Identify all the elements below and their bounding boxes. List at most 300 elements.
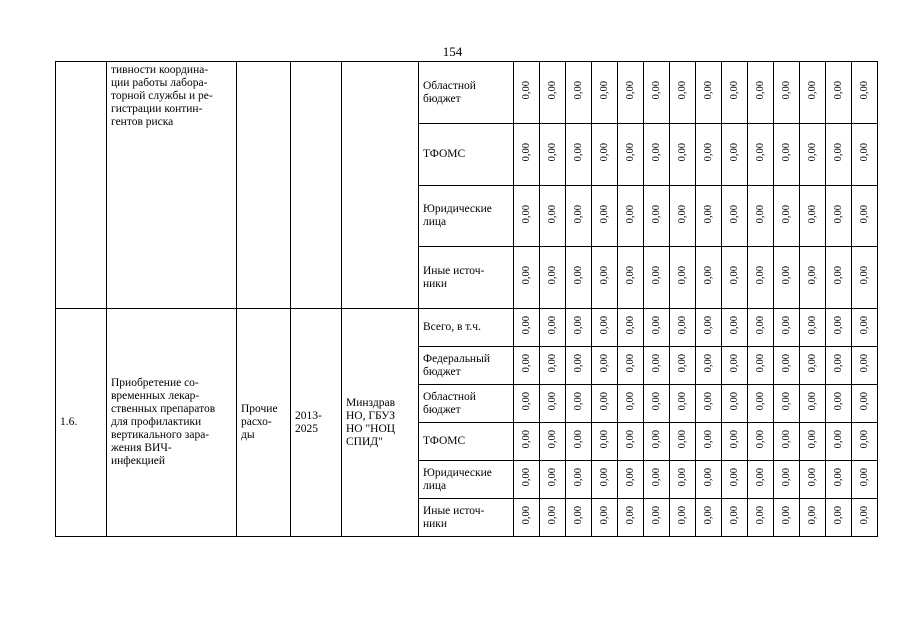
value-cell [852,385,878,423]
value-cell [800,247,826,309]
expense-type-cell [237,62,291,309]
value-cell [696,62,722,124]
value-text: 0,00 [651,81,662,100]
value-cell [852,124,878,186]
value-text: 0,00 [573,392,584,411]
value-text: 0,00 [573,468,584,487]
value-text: 0,00 [807,392,818,411]
value-text: 0,00 [677,392,688,411]
value-text: 0,00 [677,316,688,335]
value-text: 0,00 [521,354,532,373]
table-row [56,309,878,347]
value-cell [644,247,670,309]
value-text: 0,00 [677,143,688,162]
value-text: 0,00 [781,430,792,449]
funding-source-cell [419,385,514,423]
value-cell [514,461,540,499]
period-cell [291,62,342,309]
value-cell [514,62,540,124]
value-cell [670,124,696,186]
value-text: 0,00 [625,468,636,487]
value-text: 0,00 [599,506,610,525]
value-text: 0,00 [859,143,870,162]
value-text: 0,00 [729,468,740,487]
value-text: 0,00 [729,316,740,335]
value-cell [748,186,774,247]
value-text: 0,00 [729,143,740,162]
value-cell [774,385,800,423]
value-text: 0,00 [781,143,792,162]
value-cell [774,461,800,499]
value-text: 0,00 [547,430,558,449]
value-text: 0,00 [625,392,636,411]
value-cell [774,423,800,461]
value-cell [644,423,670,461]
value-cell [852,309,878,347]
value-text: 0,00 [547,81,558,100]
value-text: 0,00 [807,204,818,224]
executor-cell-text: Минздрав НО, ГБУЗ НО "НОЦ СПИД" [346,396,396,448]
value-text: 0,00 [755,506,766,525]
value-text: 0,00 [781,204,792,224]
value-cell [826,309,852,347]
table-body [56,62,878,537]
value-text: 0,00 [547,316,558,335]
value-cell [774,309,800,347]
value-text: 0,00 [651,266,662,285]
value-cell [722,385,748,423]
value-cell [644,461,670,499]
value-text: 0,00 [729,430,740,449]
value-cell [722,186,748,247]
value-text: 0,00 [833,392,844,411]
value-cell [774,62,800,124]
value-cell [592,423,618,461]
expense-type-cell-text: Прочие расхо- ды [241,403,278,441]
value-text: 0,00 [729,506,740,525]
funding-source-label: Областной бюджет [423,390,476,416]
value-text: 0,00 [703,266,714,285]
value-cell [618,186,644,247]
value-text: 0,00 [703,392,714,411]
row-number-cell [56,62,107,309]
value-cell [852,62,878,124]
value-cell [852,347,878,385]
value-cell [826,124,852,186]
value-cell [566,423,592,461]
value-text: 0,00 [651,354,662,373]
value-cell [644,385,670,423]
value-cell [618,309,644,347]
value-cell [566,62,592,124]
value-text: 0,00 [547,143,558,162]
value-text: 0,00 [521,81,532,100]
period-cell [291,309,342,537]
value-cell [826,247,852,309]
value-text: 0,00 [677,430,688,449]
value-text: 0,00 [521,392,532,411]
value-text: 0,00 [781,316,792,335]
funding-source-label: ТФОМС [423,435,466,447]
value-cell [592,186,618,247]
value-cell [774,186,800,247]
value-text: 0,00 [625,266,636,285]
value-cell [644,186,670,247]
value-text: 0,00 [573,354,584,373]
value-text: 0,00 [755,354,766,373]
value-cell [540,186,566,247]
value-text: 0,00 [625,143,636,162]
value-text: 0,00 [521,468,532,487]
value-text: 0,00 [521,506,532,525]
funding-source-label: Иные источ- ники [423,264,485,290]
value-text: 0,00 [547,354,558,373]
value-cell [540,499,566,537]
value-cell [696,186,722,247]
value-text: 0,00 [651,392,662,411]
value-text: 0,00 [573,316,584,335]
value-text: 0,00 [859,266,870,285]
value-text: 0,00 [703,430,714,449]
value-cell [696,309,722,347]
value-text: 0,00 [625,81,636,100]
value-text: 0,00 [521,143,532,162]
value-cell [670,347,696,385]
value-text: 0,00 [625,354,636,373]
funding-source-label: Юридические лица [423,203,492,228]
value-cell [800,499,826,537]
value-cell [826,347,852,385]
value-text: 0,00 [755,392,766,411]
value-cell [722,124,748,186]
value-text: 0,00 [859,81,870,100]
value-text: 0,00 [781,354,792,373]
funding-source-label: Всего, в т.ч. [423,321,481,333]
value-text: 0,00 [547,506,558,525]
value-cell [696,247,722,309]
value-cell [696,423,722,461]
value-text: 0,00 [781,266,792,285]
value-cell [670,461,696,499]
value-cell [566,499,592,537]
value-text: 0,00 [573,81,584,100]
funding-source-label: ТФОМС [423,148,466,160]
value-cell [696,124,722,186]
value-cell [592,385,618,423]
value-cell [800,309,826,347]
value-cell [826,385,852,423]
value-cell [748,309,774,347]
value-cell [514,347,540,385]
value-text: 0,00 [859,392,870,411]
value-cell [618,385,644,423]
value-text: 0,00 [833,316,844,335]
funding-source-cell [419,499,514,537]
value-cell [592,309,618,347]
value-cell [592,347,618,385]
value-cell [696,499,722,537]
value-text: 0,00 [677,506,688,525]
measure-name-cell [107,309,237,537]
value-cell [618,62,644,124]
value-cell [826,186,852,247]
value-text: 0,00 [807,430,818,449]
value-cell [644,499,670,537]
value-text: 0,00 [859,430,870,449]
value-text: 0,00 [833,143,844,162]
value-text: 0,00 [703,354,714,373]
value-cell [566,385,592,423]
measure-name-cell-text: тивности координа- ции работы лабора- торной службы и ре- гистрации контин- гентов риска [111,64,213,128]
value-cell [748,385,774,423]
funding-source-cell [419,186,514,247]
measure-name-cell [107,62,237,309]
funding-source-cell [419,461,514,499]
value-text: 0,00 [625,430,636,449]
value-cell [800,423,826,461]
value-text: 0,00 [703,468,714,487]
value-text: 0,00 [859,204,870,224]
value-cell [774,347,800,385]
value-cell [540,62,566,124]
value-text: 0,00 [807,81,818,100]
value-text: 0,00 [599,392,610,411]
value-text: 0,00 [599,266,610,285]
value-cell [748,499,774,537]
value-cell [514,247,540,309]
value-text: 0,00 [703,316,714,335]
value-text: 0,00 [729,81,740,100]
value-text: 0,00 [521,430,532,449]
value-cell [540,423,566,461]
value-cell [566,347,592,385]
value-cell [540,385,566,423]
value-text: 0,00 [755,143,766,162]
value-cell [670,385,696,423]
value-text: 0,00 [703,204,714,224]
value-text: 0,00 [807,468,818,487]
value-text: 0,00 [807,266,818,285]
value-cell [592,247,618,309]
value-cell [566,124,592,186]
value-text: 0,00 [547,266,558,285]
value-cell [514,186,540,247]
value-cell [774,247,800,309]
value-cell [670,423,696,461]
value-text: 0,00 [573,506,584,525]
value-text: 0,00 [807,506,818,525]
value-cell [514,385,540,423]
value-text: 0,00 [599,430,610,449]
value-text: 0,00 [755,468,766,487]
value-cell [566,186,592,247]
value-text: 0,00 [573,204,584,224]
value-cell [800,62,826,124]
value-cell [618,461,644,499]
value-cell [722,309,748,347]
value-cell [852,186,878,247]
value-cell [774,124,800,186]
value-cell [748,347,774,385]
value-text: 0,00 [521,316,532,335]
value-cell [644,309,670,347]
row-number-cell [56,309,107,537]
value-cell [748,247,774,309]
value-text: 0,00 [625,204,636,224]
value-text: 0,00 [859,354,870,373]
value-cell [826,499,852,537]
value-text: 0,00 [703,143,714,162]
value-text: 0,00 [755,81,766,100]
value-text: 0,00 [625,316,636,335]
value-cell [670,499,696,537]
value-cell [540,461,566,499]
funding-source-cell [419,309,514,347]
value-text: 0,00 [755,430,766,449]
value-text: 0,00 [833,430,844,449]
value-text: 0,00 [781,506,792,525]
value-cell [696,347,722,385]
value-cell [670,309,696,347]
value-text: 0,00 [521,266,532,285]
value-cell [774,499,800,537]
value-text: 0,00 [599,204,610,224]
value-text: 0,00 [547,204,558,224]
value-cell [644,62,670,124]
value-text: 0,00 [703,506,714,525]
value-cell [566,461,592,499]
value-text: 0,00 [651,468,662,487]
funding-source-label: Федеральный бюджет [423,352,490,378]
value-cell [618,247,644,309]
value-text: 0,00 [677,204,688,224]
value-cell [748,62,774,124]
funding-source-cell [419,124,514,186]
funding-source-cell [419,423,514,461]
value-cell [670,62,696,124]
value-cell [514,499,540,537]
value-cell [722,247,748,309]
value-cell [748,423,774,461]
value-cell [514,309,540,347]
value-text: 0,00 [521,204,532,224]
value-text: 0,00 [677,81,688,100]
funding-source-label: Юридические лица [423,466,492,492]
value-text: 0,00 [599,143,610,162]
value-cell [826,62,852,124]
value-cell [566,309,592,347]
value-text: 0,00 [833,354,844,373]
value-cell [540,247,566,309]
value-cell [618,423,644,461]
value-cell [800,385,826,423]
value-text: 0,00 [833,468,844,487]
value-text: 0,00 [729,266,740,285]
value-cell [748,124,774,186]
value-text: 0,00 [755,204,766,224]
value-cell [592,124,618,186]
executor-cell [342,62,419,309]
value-cell [722,347,748,385]
value-text: 0,00 [781,392,792,411]
funding-source-cell [419,247,514,309]
value-text: 0,00 [729,392,740,411]
value-text: 0,00 [573,266,584,285]
value-cell [540,347,566,385]
budget-table [55,61,878,537]
value-text: 0,00 [859,468,870,487]
funding-source-label: Иные источ- ники [423,504,485,530]
value-text: 0,00 [755,266,766,285]
value-cell [800,124,826,186]
value-text: 0,00 [547,392,558,411]
value-text: 0,00 [599,316,610,335]
value-cell [644,124,670,186]
value-cell [800,347,826,385]
period-cell-text: 2013- 2025 [295,409,322,435]
value-cell [670,186,696,247]
measure-name-cell-text: Приобретение со- временных лекар- ственных препаратов для профилактики вертикального зара- жения ВИЧ- инфекцией [111,377,216,467]
value-text: 0,00 [573,143,584,162]
value-text: 0,00 [651,143,662,162]
value-cell [852,423,878,461]
value-cell [644,347,670,385]
value-text: 0,00 [677,266,688,285]
funding-source-label: Областной бюджет [423,79,476,105]
expense-type-cell [237,309,291,537]
value-cell [722,461,748,499]
value-text: 0,00 [729,354,740,373]
value-cell [748,461,774,499]
value-text: 0,00 [625,506,636,525]
value-cell [540,124,566,186]
row-number-cell-text: 1.6. [60,416,78,428]
value-cell [618,499,644,537]
value-text: 0,00 [859,316,870,335]
value-text: 0,00 [677,354,688,373]
value-text: 0,00 [859,506,870,525]
value-cell [800,186,826,247]
value-text: 0,00 [599,81,610,100]
value-text: 0,00 [651,204,662,224]
value-text: 0,00 [573,430,584,449]
value-cell [670,247,696,309]
value-text: 0,00 [547,468,558,487]
table-row [56,62,878,124]
value-cell [514,124,540,186]
value-text: 0,00 [807,354,818,373]
value-text: 0,00 [781,468,792,487]
value-cell [696,461,722,499]
value-cell [722,423,748,461]
value-cell [800,461,826,499]
value-text: 0,00 [729,204,740,224]
value-text: 0,00 [703,81,714,100]
value-text: 0,00 [833,204,844,224]
value-text: 0,00 [807,143,818,162]
funding-source-cell [419,347,514,385]
value-cell [696,385,722,423]
value-cell [852,247,878,309]
value-cell [540,309,566,347]
value-cell [852,499,878,537]
value-text: 0,00 [781,81,792,100]
value-text: 0,00 [651,430,662,449]
value-text: 0,00 [677,468,688,487]
page-number: 154 [442,44,463,59]
value-cell [826,423,852,461]
value-cell [618,347,644,385]
